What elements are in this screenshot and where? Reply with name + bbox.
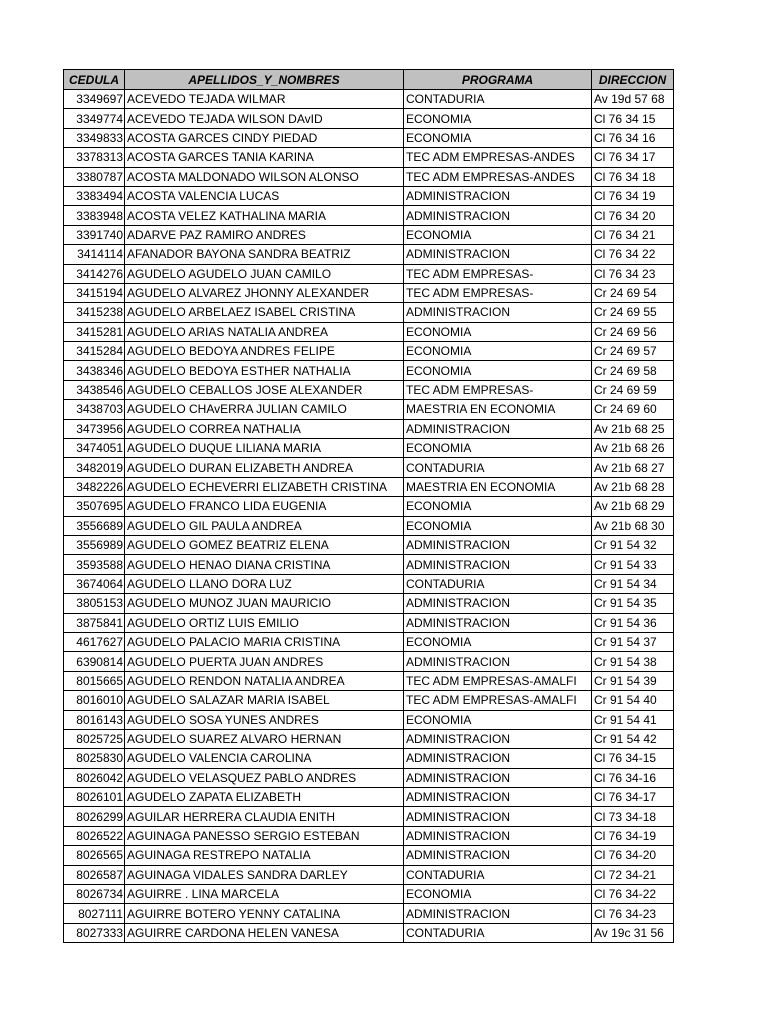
cell-nombre[interactable]: AGUDELO FRANCO LIDA EUGENIA	[125, 497, 404, 516]
table-row	[64, 167, 674, 186]
cell-nombre[interactable]: AGUIRRE . LINA MARCELA	[125, 885, 404, 904]
cell-programa[interactable]: ECONOMIA	[404, 516, 592, 535]
table-row	[64, 128, 674, 147]
table-row	[64, 264, 674, 283]
cell-direccion[interactable]: Cr 91 54 37	[592, 632, 674, 651]
cell-cedula[interactable]: 8027333	[64, 923, 125, 942]
cell-direccion[interactable]: Cr 91 54 40	[592, 691, 674, 710]
table-row	[64, 574, 674, 593]
cell-cedula[interactable]: 8026734	[64, 885, 125, 904]
table-row	[64, 419, 674, 438]
cell-direccion[interactable]: Cl 76 34 23	[592, 264, 674, 283]
cell-direccion[interactable]: Cl 76 34-17	[592, 788, 674, 807]
cell-programa[interactable]: ADMINISTRACION	[404, 594, 592, 613]
table-row	[64, 186, 674, 205]
cell-programa[interactable]: ECONOMIA	[404, 439, 592, 458]
cell-cedula[interactable]: 3674064	[64, 574, 125, 593]
cell-nombre[interactable]: ACOSTA MALDONADO WILSON ALONSO	[125, 167, 404, 186]
cell-programa[interactable]: CONTADURIA	[404, 574, 592, 593]
cell-nombre[interactable]: AGUDELO CHAvERRA JULIAN CAMILO	[125, 400, 404, 419]
cell-direccion[interactable]: Cr 91 54 39	[592, 671, 674, 690]
cell-nombre[interactable]: AGUINAGA RESTREPO NATALIA	[125, 846, 404, 865]
cell-cedula[interactable]: 4617627	[64, 632, 125, 651]
cell-cedula[interactable]: 3349833	[64, 128, 125, 147]
cell-direccion[interactable]: Cl 76 34-15	[592, 749, 674, 768]
cell-direccion[interactable]: Cl 76 34 16	[592, 128, 674, 147]
table-row	[64, 807, 674, 826]
cell-direccion[interactable]: Av 21b 68 30	[592, 516, 674, 535]
cell-programa[interactable]: TEC ADM EMPRESAS-AMALFI	[404, 691, 592, 710]
cell-direccion[interactable]: Av 19d 57 68	[592, 90, 674, 109]
cell-nombre[interactable]: AGUIRRE BOTERO YENNY CATALINA	[125, 904, 404, 923]
table-row	[64, 535, 674, 554]
table-row	[64, 361, 674, 380]
cell-cedula[interactable]: 3556689	[64, 516, 125, 535]
cell-direccion[interactable]: Cr 91 54 34	[592, 574, 674, 593]
cell-nombre[interactable]: ADARVE PAZ RAMIRO ANDRES	[125, 225, 404, 244]
cell-direccion[interactable]: Cl 76 34-16	[592, 768, 674, 787]
cell-cedula[interactable]: 8015665	[64, 671, 125, 690]
table-body	[64, 90, 674, 943]
cell-direccion[interactable]: Cr 24 69 57	[592, 342, 674, 361]
cell-direccion[interactable]: Cl 76 34-19	[592, 826, 674, 845]
cell-nombre[interactable]: AGUDELO SUAREZ ALVARO HERNAN	[125, 729, 404, 748]
table-row	[64, 555, 674, 574]
cell-cedula[interactable]: 3438703	[64, 400, 125, 419]
cell-direccion[interactable]: Cr 91 54 42	[592, 729, 674, 748]
table-row	[64, 729, 674, 748]
cell-direccion[interactable]: Cl 76 34 18	[592, 167, 674, 186]
table-row	[64, 885, 674, 904]
cell-direccion[interactable]: Cl 76 34 17	[592, 148, 674, 167]
cell-direccion[interactable]: Cr 24 69 58	[592, 361, 674, 380]
cell-cedula[interactable]: 8026101	[64, 788, 125, 807]
cell-programa[interactable]: ADMINISTRACION	[404, 245, 592, 264]
cell-nombre[interactable]: AFANADOR BAYONA SANDRA BEATRIZ	[125, 245, 404, 264]
cell-cedula[interactable]: 8026565	[64, 846, 125, 865]
cell-direccion[interactable]: Av 21b 68 27	[592, 458, 674, 477]
cell-cedula[interactable]: 3414276	[64, 264, 125, 283]
cell-nombre[interactable]: AGUDELO ARBELAEZ ISABEL CRISTINA	[125, 303, 404, 322]
cell-programa[interactable]: ADMINISTRACION	[404, 846, 592, 865]
cell-programa[interactable]: CONTADURIA	[404, 923, 592, 942]
cell-cedula[interactable]: 3482019	[64, 458, 125, 477]
cell-direccion[interactable]: Cr 91 54 33	[592, 555, 674, 574]
cell-nombre[interactable]: AGUDELO ALVAREZ JHONNY ALEXANDER	[125, 283, 404, 302]
table-row	[64, 245, 674, 264]
cell-nombre[interactable]: AGUDELO PUERTA JUAN ANDRES	[125, 652, 404, 671]
spreadsheet	[63, 69, 674, 943]
cell-direccion[interactable]: Cr 24 69 59	[592, 380, 674, 399]
cell-cedula[interactable]: 3507695	[64, 497, 125, 516]
table-row	[64, 322, 674, 341]
table-row	[64, 303, 674, 322]
cell-nombre[interactable]: AGUDELO ORTIZ LUIS EMILIO	[125, 613, 404, 632]
cell-programa[interactable]: ADMINISTRACION	[404, 535, 592, 554]
cell-nombre[interactable]: AGUDELO ECHEVERRI ELIZABETH CRISTINA	[125, 477, 404, 496]
cell-cedula[interactable]: 8016143	[64, 710, 125, 729]
cell-nombre[interactable]: AGUINAGA PANESSO SERGIO ESTEBAN	[125, 826, 404, 845]
cell-direccion[interactable]: Cr 24 69 60	[592, 400, 674, 419]
header-cedula[interactable]: CEDULA	[64, 70, 125, 90]
cell-programa[interactable]: CONTADURIA	[404, 458, 592, 477]
cell-nombre[interactable]: AGUINAGA VIDALES SANDRA DARLEY	[125, 865, 404, 884]
cell-direccion[interactable]: Av 21b 68 26	[592, 439, 674, 458]
cell-cedula[interactable]: 8027111	[64, 904, 125, 923]
cell-cedula[interactable]: 3380787	[64, 167, 125, 186]
table-row	[64, 90, 674, 109]
cell-programa[interactable]: TEC ADM EMPRESAS-	[404, 380, 592, 399]
cell-nombre[interactable]: AGUDELO LLANO DORA LUZ	[125, 574, 404, 593]
cell-nombre[interactable]: AGUDELO GIL PAULA ANDREA	[125, 516, 404, 535]
cell-nombre[interactable]: AGUDELO DUQUE LILIANA MARIA	[125, 439, 404, 458]
cell-direccion[interactable]: Av 21b 68 28	[592, 477, 674, 496]
cell-nombre[interactable]: AGUDELO VALENCIA CAROLINA	[125, 749, 404, 768]
cell-nombre[interactable]: ACOSTA VELEZ KATHALINA MARIA	[125, 206, 404, 225]
cell-programa[interactable]: ADMINISTRACION	[404, 904, 592, 923]
table-row	[64, 477, 674, 496]
table-row	[64, 400, 674, 419]
cell-cedula[interactable]: 3474051	[64, 439, 125, 458]
cell-direccion[interactable]: Cr 24 69 56	[592, 322, 674, 341]
cell-nombre[interactable]: ACEVEDO TEJADA WILSON DAvID	[125, 109, 404, 128]
cell-direccion[interactable]: Cl 76 34 15	[592, 109, 674, 128]
cell-cedula[interactable]: 8025830	[64, 749, 125, 768]
cell-cedula[interactable]: 3415194	[64, 283, 125, 302]
cell-programa[interactable]: TEC ADM EMPRESAS-AMALFI	[404, 671, 592, 690]
cell-nombre[interactable]: AGUDELO GOMEZ BEATRIZ ELENA	[125, 535, 404, 554]
cell-programa[interactable]: ADMINISTRACION	[404, 768, 592, 787]
table-row	[64, 788, 674, 807]
cell-direccion[interactable]: Av 21b 68 29	[592, 497, 674, 516]
cell-direccion[interactable]: Cr 91 54 41	[592, 710, 674, 729]
cell-cedula[interactable]: 3805153	[64, 594, 125, 613]
cell-cedula[interactable]: 3473956	[64, 419, 125, 438]
header-direccion[interactable]: DIRECCION	[592, 70, 674, 90]
table-row	[64, 594, 674, 613]
cell-direccion[interactable]: Cl 76 34 19	[592, 186, 674, 205]
cell-cedula[interactable]: 3383494	[64, 186, 125, 205]
cell-nombre[interactable]: AGUDELO CEBALLOS JOSE ALEXANDER	[125, 380, 404, 399]
cell-direccion[interactable]: Cr 91 54 36	[592, 613, 674, 632]
cell-nombre[interactable]: AGUILAR HERRERA CLAUDIA ENITH	[125, 807, 404, 826]
cell-cedula[interactable]: 3438346	[64, 361, 125, 380]
cell-cedula[interactable]: 3482226	[64, 477, 125, 496]
table-row	[64, 283, 674, 302]
table-row	[64, 497, 674, 516]
table-row	[64, 109, 674, 128]
cell-cedula[interactable]: 8025725	[64, 729, 125, 748]
cell-cedula[interactable]: 3556989	[64, 535, 125, 554]
cell-programa[interactable]: ADMINISTRACION	[404, 826, 592, 845]
table-row	[64, 826, 674, 845]
cell-programa[interactable]: ECONOMIA	[404, 361, 592, 380]
table-row	[64, 768, 674, 787]
cell-nombre[interactable]: AGUDELO AGUDELO JUAN CAMILO	[125, 264, 404, 283]
cell-cedula[interactable]: 3415284	[64, 342, 125, 361]
table-row	[64, 380, 674, 399]
cell-programa[interactable]: ADMINISTRACION	[404, 749, 592, 768]
cell-direccion[interactable]: Cr 91 54 35	[592, 594, 674, 613]
cell-cedula[interactable]: 3349774	[64, 109, 125, 128]
cell-cedula[interactable]: 8026299	[64, 807, 125, 826]
cell-direccion[interactable]: Cl 73 34-18	[592, 807, 674, 826]
table-row	[64, 342, 674, 361]
cell-cedula[interactable]: 3593588	[64, 555, 125, 574]
table-row	[64, 652, 674, 671]
cell-direccion[interactable]: Cl 76 34 20	[592, 206, 674, 225]
cell-cedula[interactable]: 3415238	[64, 303, 125, 322]
cell-nombre[interactable]: AGUDELO ARIAS NATALIA ANDREA	[125, 322, 404, 341]
cell-programa[interactable]: TEC ADM EMPRESAS-ANDES	[404, 148, 592, 167]
cell-cedula[interactable]: 3875841	[64, 613, 125, 632]
cell-cedula[interactable]: 3438546	[64, 380, 125, 399]
cell-cedula[interactable]: 3391740	[64, 225, 125, 244]
cell-nombre[interactable]: AGUDELO BEDOYA ANDRES FELIPE	[125, 342, 404, 361]
cell-programa[interactable]: ADMINISTRACION	[404, 729, 592, 748]
table-row	[64, 516, 674, 535]
cell-programa[interactable]: TEC ADM EMPRESAS-	[404, 264, 592, 283]
cell-nombre[interactable]: AGUDELO PALACIO MARIA CRISTINA	[125, 632, 404, 651]
cell-direccion[interactable]: Cr 91 54 38	[592, 652, 674, 671]
cell-programa[interactable]: ADMINISTRACION	[404, 555, 592, 574]
cell-programa[interactable]: ECONOMIA	[404, 128, 592, 147]
cell-nombre[interactable]: AGUDELO BEDOYA ESTHER NATHALIA	[125, 361, 404, 380]
table-row	[64, 439, 674, 458]
cell-cedula[interactable]: 8026042	[64, 768, 125, 787]
cell-nombre[interactable]: ACEVEDO TEJADA WILMAR	[125, 90, 404, 109]
cell-programa[interactable]: ADMINISTRACION	[404, 206, 592, 225]
cell-direccion[interactable]: Av 19c 31 56	[592, 923, 674, 942]
cell-programa[interactable]: ECONOMIA	[404, 322, 592, 341]
header-apellidos-y-nombres[interactable]: APELLIDOS_Y_NOMBRES	[125, 70, 404, 90]
table-row	[64, 632, 674, 651]
table-row	[64, 923, 674, 942]
cell-direccion[interactable]: Cl 76 34-22	[592, 885, 674, 904]
cell-programa[interactable]: ECONOMIA	[404, 225, 592, 244]
cell-programa[interactable]: ECONOMIA	[404, 342, 592, 361]
cell-nombre[interactable]: AGUDELO DURAN ELIZABETH ANDREA	[125, 458, 404, 477]
cell-nombre[interactable]: ACOSTA GARCES CINDY PIEDAD	[125, 128, 404, 147]
cell-cedula[interactable]: 6390814	[64, 652, 125, 671]
cell-nombre[interactable]: AGUDELO SALAZAR MARIA ISABEL	[125, 691, 404, 710]
table-row	[64, 904, 674, 923]
cell-programa[interactable]: ADMINISTRACION	[404, 652, 592, 671]
table-row	[64, 206, 674, 225]
cell-cedula[interactable]: 3415281	[64, 322, 125, 341]
cell-nombre[interactable]: ACOSTA GARCES TANIA KARINA	[125, 148, 404, 167]
table-row	[64, 749, 674, 768]
cell-programa[interactable]: ADMINISTRACION	[404, 303, 592, 322]
cell-programa[interactable]: CONTADURIA	[404, 90, 592, 109]
cell-direccion[interactable]: Cl 76 34 22	[592, 245, 674, 264]
cell-programa[interactable]: MAESTRIA EN ECONOMIA	[404, 400, 592, 419]
cell-nombre[interactable]: AGUDELO RENDON NATALIA ANDREA	[125, 671, 404, 690]
table-row	[64, 458, 674, 477]
table-row	[64, 691, 674, 710]
students-table	[63, 69, 674, 943]
cell-direccion[interactable]: Cl 72 34-21	[592, 865, 674, 884]
table-row	[64, 225, 674, 244]
cell-direccion[interactable]: Cr 24 69 55	[592, 303, 674, 322]
cell-direccion[interactable]: Av 21b 68 25	[592, 419, 674, 438]
table-row	[64, 613, 674, 632]
cell-nombre[interactable]: AGUDELO SOSA YUNES ANDRES	[125, 710, 404, 729]
cell-cedula[interactable]: 3349697	[64, 90, 125, 109]
cell-nombre[interactable]: AGUDELO MUNOZ JUAN MAURICIO	[125, 594, 404, 613]
cell-programa[interactable]: ADMINISTRACION	[404, 788, 592, 807]
cell-programa[interactable]: TEC ADM EMPRESAS-	[404, 283, 592, 302]
cell-nombre[interactable]: AGUDELO CORREA NATHALIA	[125, 419, 404, 438]
table-row	[64, 865, 674, 884]
cell-direccion[interactable]: Cl 76 34-23	[592, 904, 674, 923]
cell-cedula[interactable]: 3378313	[64, 148, 125, 167]
cell-programa[interactable]: ECONOMIA	[404, 497, 592, 516]
cell-programa[interactable]: ADMINISTRACION	[404, 419, 592, 438]
cell-cedula[interactable]: 8026522	[64, 826, 125, 845]
cell-direccion[interactable]: Cl 76 34 21	[592, 225, 674, 244]
cell-programa[interactable]: ECONOMIA	[404, 710, 592, 729]
cell-programa[interactable]: ADMINISTRACION	[404, 807, 592, 826]
table-row	[64, 846, 674, 865]
cell-nombre[interactable]: ACOSTA VALENCIA LUCAS	[125, 186, 404, 205]
cell-direccion[interactable]: Cr 91 54 32	[592, 535, 674, 554]
header-programa[interactable]: PROGRAMA	[404, 70, 592, 90]
table-row	[64, 710, 674, 729]
cell-cedula[interactable]: 3414114	[64, 245, 125, 264]
cell-programa[interactable]: CONTADURIA	[404, 865, 592, 884]
cell-programa[interactable]: MAESTRIA EN ECONOMIA	[404, 477, 592, 496]
cell-nombre[interactable]: AGUIRRE CARDONA HELEN VANESA	[125, 923, 404, 942]
cell-programa[interactable]: ECONOMIA	[404, 109, 592, 128]
cell-nombre[interactable]: AGUDELO HENAO DIANA CRISTINA	[125, 555, 404, 574]
cell-programa[interactable]: ECONOMIA	[404, 632, 592, 651]
cell-programa[interactable]: ECONOMIA	[404, 885, 592, 904]
table-row	[64, 148, 674, 167]
table-row	[64, 671, 674, 690]
cell-cedula[interactable]: 8016010	[64, 691, 125, 710]
cell-direccion[interactable]: Cr 24 69 54	[592, 283, 674, 302]
cell-cedula[interactable]: 8026587	[64, 865, 125, 884]
cell-nombre[interactable]: AGUDELO VELASQUEZ PABLO ANDRES	[125, 768, 404, 787]
cell-nombre[interactable]: AGUDELO ZAPATA ELIZABETH	[125, 788, 404, 807]
cell-programa[interactable]: ADMINISTRACION	[404, 613, 592, 632]
cell-programa[interactable]: ADMINISTRACION	[404, 186, 592, 205]
cell-programa[interactable]: TEC ADM EMPRESAS-ANDES	[404, 167, 592, 186]
cell-cedula[interactable]: 3383948	[64, 206, 125, 225]
header-row	[64, 70, 674, 90]
cell-direccion[interactable]: Cl 76 34-20	[592, 846, 674, 865]
